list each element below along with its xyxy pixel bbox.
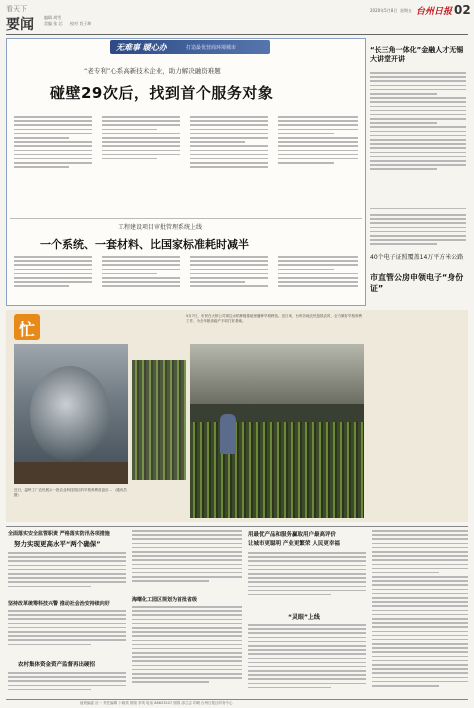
lower-right bbox=[372, 530, 468, 698]
sidebar-headline-3: 市直管公房申领电子“身份证” bbox=[370, 273, 464, 293]
lower-left-body-1 bbox=[8, 552, 126, 596]
lower-left-body-2 bbox=[8, 610, 126, 654]
lower-middle bbox=[132, 530, 242, 698]
issue-weekday: 星期五 bbox=[400, 8, 412, 13]
sidebar-body-2 bbox=[370, 214, 466, 254]
lower-middle-body-1 bbox=[132, 530, 242, 592]
lower-center-body-2 bbox=[248, 624, 366, 696]
story2-column bbox=[14, 256, 92, 300]
photo-badge-label: 忙 bbox=[19, 320, 36, 339]
editor-credit: 编辑 胡雪 bbox=[44, 15, 62, 20]
lower-left bbox=[8, 530, 126, 698]
lower-middle-head-1: 海曙化工园区规划为首批省级 bbox=[132, 597, 198, 603]
photo-caption-left-text: 近日，温岭工厂农民展示一批农业科技园区的早稻育秧苗盘后... bbox=[14, 488, 112, 492]
farmer-figure bbox=[220, 414, 236, 454]
story2-column bbox=[102, 256, 180, 300]
designer-credit: 美编 张 芯 bbox=[44, 21, 63, 26]
lower-center bbox=[248, 530, 366, 698]
story2-column bbox=[190, 256, 268, 300]
seedling-trays bbox=[190, 422, 364, 518]
lower-center-head-1: 用最优产品和服务赢取用户最高评价 bbox=[248, 532, 337, 538]
lower-divider bbox=[6, 526, 468, 527]
banner-subtitle: 打造最优营商环境城市 bbox=[186, 45, 237, 51]
newspaper-logo: 台州日报 bbox=[416, 7, 453, 17]
lead-headline: 碰壁29次后，找到首个服务对象 bbox=[50, 84, 274, 102]
section-divider bbox=[10, 218, 362, 219]
lower-middle-body-2 bbox=[132, 606, 242, 696]
lower-left-head-2: 努力实现更高水平“两个确保” bbox=[14, 540, 101, 548]
lower-left-body-3 bbox=[8, 672, 126, 696]
sidebar-divider bbox=[370, 208, 466, 209]
story2-body bbox=[14, 256, 360, 302]
proofreader-credit: 校对 肖子坤 bbox=[70, 21, 92, 26]
lower-center-head-2: 让城市更聪明 产业更繁荣 人民更幸福 bbox=[248, 541, 340, 547]
masthead-rule bbox=[6, 34, 468, 35]
photo-credit: （通讯员 摄） bbox=[14, 488, 127, 497]
lead-body bbox=[14, 116, 360, 216]
sidebar-body-1 bbox=[370, 72, 466, 192]
lower-left-head-1: 全面落实安全监管职责 严格落实防汛各项措施 bbox=[8, 531, 110, 537]
machine-base bbox=[14, 462, 128, 484]
section-label-small: 看天下 bbox=[6, 5, 27, 13]
lead-column bbox=[190, 116, 268, 206]
masthead bbox=[6, 3, 471, 34]
banner bbox=[110, 40, 270, 54]
page-number: 02 bbox=[454, 3, 471, 17]
story2-kicker: 工程建设项目审批管理系统上线 bbox=[118, 224, 203, 231]
photo-caption-top bbox=[186, 314, 364, 340]
sidebar bbox=[370, 38, 466, 306]
lower-left-head-3: 坚持改革统筹科技兴警 推动社会治安持续向好 bbox=[8, 601, 110, 607]
lead-kicker: “老专利”心系高新技术企业，助力解决融资难题 bbox=[84, 67, 221, 75]
seedling-photo-small bbox=[132, 360, 186, 480]
photo-caption-top-text: 5月7日，市民在大桥公司周边水稻种植基地里播种早稻秧苗。近日来，台州各地农民抢抓农时，全力做好早稻育秧工作，为全年粮食稳产丰收打好基础。 bbox=[186, 314, 362, 323]
lower-center-body-1 bbox=[248, 552, 366, 604]
lead-column bbox=[102, 116, 180, 206]
greenhouse-roof bbox=[190, 344, 364, 404]
photo-badge bbox=[14, 314, 40, 340]
greenhouse-photo bbox=[190, 344, 364, 518]
photo-caption-left bbox=[14, 488, 128, 518]
section-label: 要闻 bbox=[6, 17, 34, 33]
lead-column bbox=[14, 116, 92, 206]
sidebar-headline-2: 40个电子证照覆盖14万平方米公路 bbox=[370, 254, 464, 261]
story2-column bbox=[278, 256, 358, 300]
factory-photo bbox=[14, 344, 128, 484]
machine-drum bbox=[30, 366, 110, 462]
sidebar-headline-1: “长三角一体化”金融人才无锡大讲堂开讲 bbox=[370, 46, 464, 63]
lower-right-body bbox=[372, 530, 468, 696]
banner-slogan: 无难事 暖心办 bbox=[116, 43, 167, 52]
footer-credits: 值班编委 应一 责任编辑 卜晓英 排版 李英 电话 88833207 照排 邵立志 印刷 台州日报社印务中心 bbox=[80, 701, 233, 705]
story2-headline: 一个系统、一套材料、比国家标准耗时减半 bbox=[40, 238, 249, 251]
issue-date: 2020年5月8日 bbox=[370, 8, 398, 13]
footer-rule bbox=[6, 699, 468, 700]
lower-center-head-3: “灵眼”上线 bbox=[288, 614, 320, 621]
lower-left-head-4: 农村集体资金资产监督再出硬招 bbox=[18, 662, 96, 668]
lead-column bbox=[278, 116, 358, 206]
